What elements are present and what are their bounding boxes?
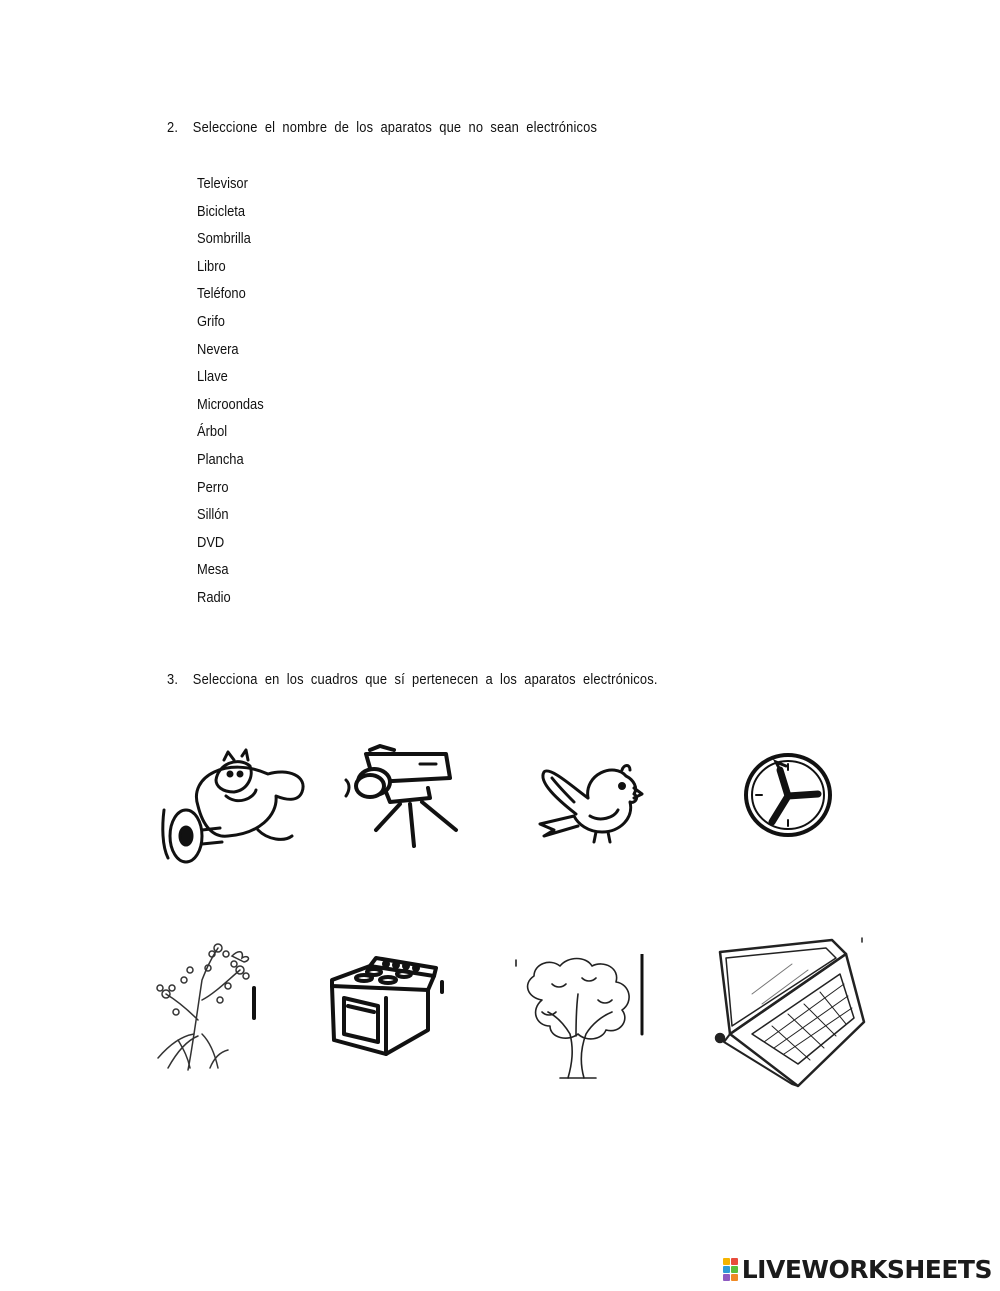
option-item[interactable]: Sillón [197,506,229,524]
question-2-prompt [167,119,597,136]
option-item[interactable]: Televisor [197,175,248,192]
bird-icon[interactable] [530,758,648,848]
option-item[interactable]: Microondas [197,395,264,413]
flower-icon[interactable] [148,940,272,1072]
option-item[interactable]: Libro [197,257,226,275]
option-item[interactable]: Nevera [197,340,239,358]
option-item[interactable]: Plancha [197,450,244,468]
option-item[interactable]: Sombrilla [197,230,251,248]
brand-name: LIVEWORKSHEETS [741,1254,992,1284]
question-3-prompt [167,671,658,688]
option-item[interactable]: Árbol [197,423,228,441]
question-3-text: Selecciona en los cuadros que sí pertenecen a los aparatos electrónicos. [192,671,658,688]
option-item[interactable]: Grifo [197,312,225,330]
option-item[interactable]: Mesa [197,561,229,579]
liveworksheets-brand [723,1254,992,1284]
projector-icon[interactable] [340,742,460,850]
stove-icon[interactable] [328,954,448,1058]
question-2-number: 2. [167,119,179,136]
option-item[interactable]: Radio [197,588,231,606]
airplane-icon[interactable] [158,746,308,870]
option-item[interactable]: Llave [197,368,228,386]
option-item[interactable]: Perro [197,478,229,496]
option-item[interactable]: DVD [197,533,225,551]
clock-icon[interactable] [742,752,834,838]
laptop-icon[interactable] [712,934,868,1090]
question-2-text: Seleccione el nombre de los aparatos que no sean electrónicos [192,119,598,136]
option-item[interactable]: Teléfono [197,285,246,303]
option-item[interactable]: Bicicleta [197,202,246,220]
option-list [197,174,275,616]
liveworksheets-logo-icon [723,1258,738,1281]
tree-icon[interactable] [512,954,646,1080]
question-3-number: 3. [167,671,179,688]
